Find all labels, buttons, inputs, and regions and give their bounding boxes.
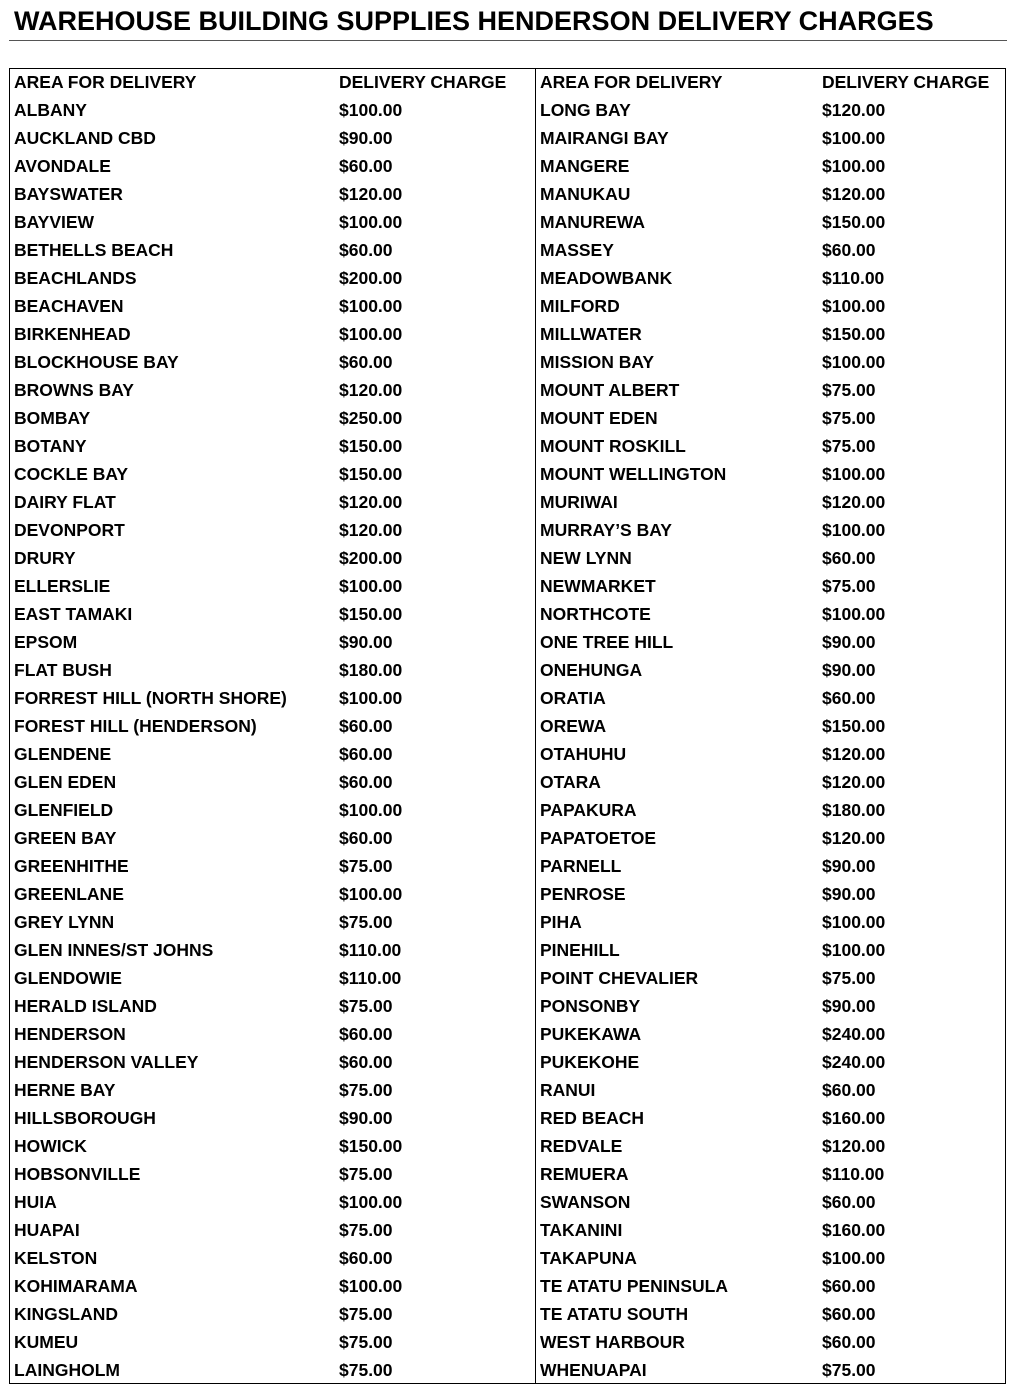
table-row <box>0 628 1015 656</box>
table-row <box>0 600 1015 628</box>
table-row <box>0 1356 1015 1384</box>
area-name-left: GLENDENE <box>14 744 112 764</box>
delivery-charge-left: $60.00 <box>339 240 393 260</box>
delivery-charge-left: $120.00 <box>339 520 403 540</box>
area-name-left: GLENFIELD <box>14 800 114 820</box>
table-row <box>0 348 1015 376</box>
area-name-right: PENROSE <box>540 884 626 904</box>
table-row <box>0 432 1015 460</box>
area-name-left: BROWNS BAY <box>14 380 134 400</box>
delivery-charge-left: $75.00 <box>339 856 393 876</box>
delivery-charge-right: $100.00 <box>822 156 886 176</box>
area-name-left: GLEN EDEN <box>14 772 117 792</box>
area-name-left: HOWICK <box>14 1136 87 1156</box>
table-row <box>0 376 1015 404</box>
area-name-right: MANUREWA <box>540 212 645 232</box>
table-row <box>0 684 1015 712</box>
area-name-left: KOHIMARAMA <box>14 1276 138 1296</box>
delivery-charge-left: $75.00 <box>339 1080 393 1100</box>
area-name-right: PUKEKOHE <box>540 1052 640 1072</box>
delivery-charge-left: $180.00 <box>339 660 403 680</box>
delivery-charge-right: $90.00 <box>822 632 876 652</box>
header-charge-right: DELIVERY CHARGE <box>822 72 990 92</box>
area-name-right: TAKAPUNA <box>540 1248 637 1268</box>
area-name-left: BETHELLS BEACH <box>14 240 174 260</box>
table-row <box>0 460 1015 488</box>
table-header-row <box>0 68 1015 96</box>
delivery-charge-left: $60.00 <box>339 716 393 736</box>
delivery-charge-left: $75.00 <box>339 996 393 1016</box>
delivery-charge-left: $150.00 <box>339 1136 403 1156</box>
area-name-right: WHENUAPAI <box>540 1360 647 1380</box>
delivery-charge-left: $100.00 <box>339 324 403 344</box>
delivery-charge-left: $100.00 <box>339 1276 403 1296</box>
delivery-charge-left: $60.00 <box>339 772 393 792</box>
area-name-left: DRURY <box>14 548 76 568</box>
delivery-charge-right: $120.00 <box>822 184 886 204</box>
delivery-charge-left: $75.00 <box>339 1360 393 1380</box>
delivery-charge-right: $90.00 <box>822 884 876 904</box>
area-name-left: GREENLANE <box>14 884 124 904</box>
delivery-charge-right: $180.00 <box>822 800 886 820</box>
delivery-charge-right: $150.00 <box>822 716 886 736</box>
table-row <box>0 712 1015 740</box>
area-name-left: BLOCKHOUSE BAY <box>14 352 179 372</box>
area-name-right: POINT CHEVALIER <box>540 968 699 988</box>
area-name-left: GREENHITHE <box>14 856 129 876</box>
delivery-charge-right: $100.00 <box>822 1248 886 1268</box>
delivery-charge-right: $110.00 <box>822 1164 885 1184</box>
area-name-left: BEACHAVEN <box>14 296 124 316</box>
delivery-charge-left: $150.00 <box>339 464 403 484</box>
area-name-right: MOUNT WELLINGTON <box>540 464 727 484</box>
delivery-charge-right: $75.00 <box>822 436 876 456</box>
delivery-charge-left: $250.00 <box>339 408 403 428</box>
area-name-right: REMUERA <box>540 1164 629 1184</box>
delivery-charge-right: $100.00 <box>822 352 886 372</box>
delivery-charge-left: $90.00 <box>339 1108 393 1128</box>
delivery-charge-right: $75.00 <box>822 576 876 596</box>
delivery-charge-left: $100.00 <box>339 296 403 316</box>
table-row <box>0 964 1015 992</box>
delivery-charge-left: $60.00 <box>339 744 393 764</box>
table-row <box>0 1132 1015 1160</box>
area-name-right: NEW LYNN <box>540 548 632 568</box>
area-name-right: MAIRANGI BAY <box>540 128 669 148</box>
delivery-charge-left: $60.00 <box>339 828 393 848</box>
area-name-left: BOMBAY <box>14 408 91 428</box>
delivery-charge-right: $90.00 <box>822 996 876 1016</box>
table-row <box>0 1300 1015 1328</box>
table-row <box>0 1020 1015 1048</box>
delivery-charge-right: $120.00 <box>822 492 886 512</box>
table-row <box>0 1328 1015 1356</box>
table-row <box>0 1188 1015 1216</box>
delivery-charge-left: $60.00 <box>339 1248 393 1268</box>
delivery-charge-right: $60.00 <box>822 548 876 568</box>
area-name-right: MEADOWBANK <box>540 268 673 288</box>
table-row <box>0 852 1015 880</box>
area-name-left: AUCKLAND CBD <box>14 128 156 148</box>
delivery-charge-left: $60.00 <box>339 156 393 176</box>
delivery-charge-left: $150.00 <box>339 604 403 624</box>
area-name-right: MURIWAI <box>540 492 618 512</box>
area-name-left: HUAPAI <box>14 1220 80 1240</box>
table-row <box>0 544 1015 572</box>
header-charge-left: DELIVERY CHARGE <box>339 72 507 92</box>
table-row <box>0 992 1015 1020</box>
area-name-right: PINEHILL <box>540 940 620 960</box>
area-name-left: GREY LYNN <box>14 912 115 932</box>
table-row <box>0 824 1015 852</box>
table-row <box>0 516 1015 544</box>
area-name-left: HUIA <box>14 1192 57 1212</box>
area-name-right: MILLWATER <box>540 324 642 344</box>
header-area-left: AREA FOR DELIVERY <box>14 72 197 92</box>
area-name-right: PONSONBY <box>540 996 641 1016</box>
area-name-left: GLENDOWIE <box>14 968 122 988</box>
delivery-charge-right: $100.00 <box>822 520 886 540</box>
table-row <box>0 880 1015 908</box>
delivery-charge-left: $75.00 <box>339 1220 393 1240</box>
area-name-left: FOREST HILL (HENDERSON) <box>14 716 257 736</box>
table-row <box>0 1048 1015 1076</box>
table-row <box>0 152 1015 180</box>
delivery-charge-right: $90.00 <box>822 856 876 876</box>
area-name-right: REDVALE <box>540 1136 623 1156</box>
table-row <box>0 96 1015 124</box>
area-name-right: MOUNT ALBERT <box>540 380 680 400</box>
delivery-charge-left: $120.00 <box>339 184 403 204</box>
delivery-charge-left: $90.00 <box>339 632 393 652</box>
table-row <box>0 180 1015 208</box>
delivery-charge-left: $75.00 <box>339 1332 393 1352</box>
area-name-left: HILLSBOROUGH <box>14 1108 156 1128</box>
area-name-right: LONG BAY <box>540 100 631 120</box>
table-row <box>0 264 1015 292</box>
area-name-left: BOTANY <box>14 436 87 456</box>
area-name-right: WEST HARBOUR <box>540 1332 685 1352</box>
delivery-charge-right: $120.00 <box>822 100 886 120</box>
area-name-left: ALBANY <box>14 100 87 120</box>
table-row <box>0 124 1015 152</box>
delivery-charge-right: $160.00 <box>822 1108 886 1128</box>
table-row <box>0 656 1015 684</box>
area-name-left: DAIRY FLAT <box>14 492 116 512</box>
table-row <box>0 1244 1015 1272</box>
area-name-right: MOUNT ROSKILL <box>540 436 686 456</box>
area-name-right: PAPAKURA <box>540 800 637 820</box>
delivery-charge-left: $100.00 <box>339 576 403 596</box>
delivery-charge-right: $120.00 <box>822 828 886 848</box>
area-name-right: PAPATOETOE <box>540 828 657 848</box>
delivery-charge-left: $60.00 <box>339 352 393 372</box>
delivery-charge-right: $100.00 <box>822 604 886 624</box>
area-name-right: OREWA <box>540 716 607 736</box>
header-area-right: AREA FOR DELIVERY <box>540 72 723 92</box>
delivery-charge-right: $100.00 <box>822 912 886 932</box>
delivery-charge-right: $120.00 <box>822 772 886 792</box>
area-name-left: HENDERSON <box>14 1024 126 1044</box>
delivery-charge-right: $60.00 <box>822 1080 876 1100</box>
delivery-charge-right: $240.00 <box>822 1052 886 1072</box>
delivery-charge-left: $200.00 <box>339 268 403 288</box>
area-name-left: HENDERSON VALLEY <box>14 1052 199 1072</box>
area-name-left: AVONDALE <box>14 156 111 176</box>
delivery-charge-left: $75.00 <box>339 1304 393 1324</box>
table-row <box>0 1272 1015 1300</box>
delivery-charge-right: $60.00 <box>822 1304 876 1324</box>
delivery-charge-right: $60.00 <box>822 1192 876 1212</box>
area-name-right: TE ATATU SOUTH <box>540 1304 689 1324</box>
delivery-charge-right: $100.00 <box>822 940 886 960</box>
delivery-charge-right: $75.00 <box>822 968 876 988</box>
area-name-right: PIHA <box>540 912 582 932</box>
delivery-charge-left: $110.00 <box>339 940 402 960</box>
area-name-right: RED BEACH <box>540 1108 645 1128</box>
table-row <box>0 320 1015 348</box>
delivery-charge-left: $100.00 <box>339 1192 403 1212</box>
delivery-charge-right: $75.00 <box>822 1360 876 1380</box>
area-name-left: EAST TAMAKI <box>14 604 133 624</box>
delivery-charge-left: $100.00 <box>339 800 403 820</box>
area-name-left: LAINGHOLM <box>14 1360 120 1380</box>
area-name-left: KINGSLAND <box>14 1304 119 1324</box>
delivery-charge-right: $60.00 <box>822 1332 876 1352</box>
area-name-right: PARNELL <box>540 856 622 876</box>
area-name-left: FLAT BUSH <box>14 660 112 680</box>
area-name-left: DEVONPORT <box>14 520 125 540</box>
area-name-left: HERALD ISLAND <box>14 996 157 1016</box>
table-row <box>0 404 1015 432</box>
area-name-right: ORATIA <box>540 688 606 708</box>
area-name-left: BEACHLANDS <box>14 268 137 288</box>
delivery-charge-left: $75.00 <box>339 1164 393 1184</box>
area-name-right: OTARA <box>540 772 601 792</box>
area-name-left: GLEN INNES/ST JOHNS <box>14 940 214 960</box>
delivery-charge-right: $150.00 <box>822 212 886 232</box>
delivery-charge-left: $120.00 <box>339 380 403 400</box>
delivery-charge-left: $150.00 <box>339 436 403 456</box>
area-name-right: MURRAY’S BAY <box>540 520 672 540</box>
area-name-left: BIRKENHEAD <box>14 324 131 344</box>
table-row <box>0 572 1015 600</box>
area-name-left: HERNE BAY <box>14 1080 116 1100</box>
area-name-right: NEWMARKET <box>540 576 656 596</box>
delivery-charge-right: $120.00 <box>822 744 886 764</box>
delivery-charge-left: $100.00 <box>339 688 403 708</box>
area-name-left: HOBSONVILLE <box>14 1164 141 1184</box>
delivery-charge-left: $60.00 <box>339 1024 393 1044</box>
delivery-charge-right: $60.00 <box>822 1276 876 1296</box>
delivery-charge-right: $100.00 <box>822 128 886 148</box>
area-name-right: TAKANINI <box>540 1220 623 1240</box>
area-name-left: ELLERSLIE <box>14 576 111 596</box>
table-row <box>0 740 1015 768</box>
delivery-charge-right: $110.00 <box>822 268 885 288</box>
table-row <box>0 936 1015 964</box>
delivery-charge-right: $90.00 <box>822 660 876 680</box>
area-name-left: KELSTON <box>14 1248 98 1268</box>
table-row <box>0 236 1015 264</box>
delivery-charge-right: $75.00 <box>822 408 876 428</box>
table-row <box>0 292 1015 320</box>
area-name-right: MANGERE <box>540 156 630 176</box>
area-name-left: BAYVIEW <box>14 212 95 232</box>
area-name-right: OTAHUHU <box>540 744 627 764</box>
delivery-charge-right: $60.00 <box>822 240 876 260</box>
area-name-right: MILFORD <box>540 296 620 316</box>
delivery-charge-left: $100.00 <box>339 884 403 904</box>
table-row <box>0 908 1015 936</box>
delivery-charge-left: $100.00 <box>339 100 403 120</box>
delivery-charge-left: $60.00 <box>339 1052 393 1072</box>
table-row <box>0 1104 1015 1132</box>
area-name-left: FORREST HILL (NORTH SHORE) <box>14 688 287 708</box>
area-name-right: ONEHUNGA <box>540 660 643 680</box>
delivery-charge-right: $100.00 <box>822 464 886 484</box>
area-name-right: PUKEKAWA <box>540 1024 642 1044</box>
area-name-left: GREEN BAY <box>14 828 117 848</box>
area-name-right: MASSEY <box>540 240 614 260</box>
area-name-right: NORTHCOTE <box>540 604 651 624</box>
area-name-right: MOUNT EDEN <box>540 408 658 428</box>
table-row <box>0 208 1015 236</box>
delivery-charge-left: $100.00 <box>339 212 403 232</box>
table-row <box>0 488 1015 516</box>
delivery-charge-left: $75.00 <box>339 912 393 932</box>
delivery-charge-right: $120.00 <box>822 1136 886 1156</box>
area-name-right: SWANSON <box>540 1192 631 1212</box>
area-name-left: BAYSWATER <box>14 184 123 204</box>
delivery-charge-right: $240.00 <box>822 1024 886 1044</box>
delivery-charge-right: $75.00 <box>822 380 876 400</box>
area-name-right: RANUI <box>540 1080 596 1100</box>
delivery-charge-right: $60.00 <box>822 688 876 708</box>
table-row <box>0 1216 1015 1244</box>
table-row <box>0 768 1015 796</box>
delivery-charge-left: $110.00 <box>339 968 402 988</box>
area-name-left: EPSOM <box>14 632 78 652</box>
area-name-right: MISSION BAY <box>540 352 655 372</box>
area-name-right: ONE TREE HILL <box>540 632 674 652</box>
area-name-left: COCKLE BAY <box>14 464 129 484</box>
area-name-left: KUMEU <box>14 1332 79 1352</box>
area-name-right: MANUKAU <box>540 184 631 204</box>
delivery-charge-right: $160.00 <box>822 1220 886 1240</box>
page-title: WAREHOUSE BUILDING SUPPLIES HENDERSON DELIVERY CHARGES <box>14 6 934 36</box>
delivery-charge-right: $100.00 <box>822 296 886 316</box>
title-divider <box>9 40 1007 41</box>
delivery-charge-left: $120.00 <box>339 492 403 512</box>
table-row <box>0 1160 1015 1188</box>
delivery-charge-left: $200.00 <box>339 548 403 568</box>
delivery-charge-right: $150.00 <box>822 324 886 344</box>
area-name-right: TE ATATU PENINSULA <box>540 1276 728 1296</box>
table-row <box>0 796 1015 824</box>
delivery-charge-left: $90.00 <box>339 128 393 148</box>
table-row <box>0 1076 1015 1104</box>
